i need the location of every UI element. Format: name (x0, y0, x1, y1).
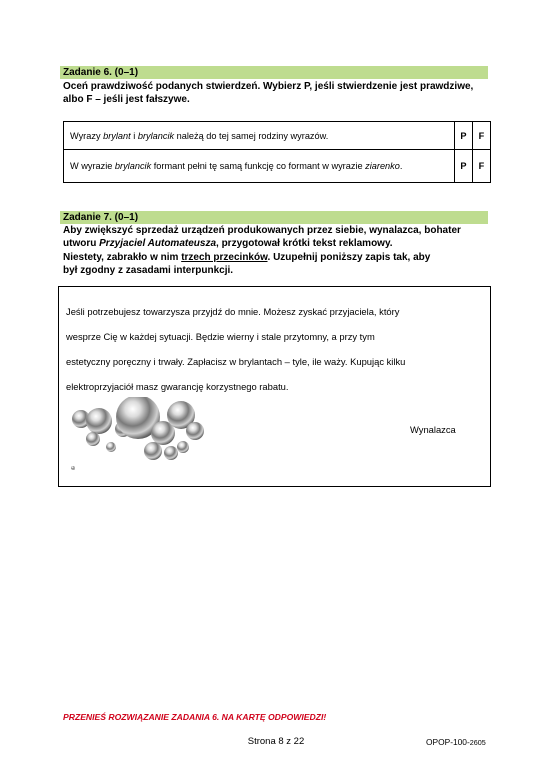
statement-2: W wyrazie brylancik formant pełni tę samą funkcję co formant w wyrazie ziarenko. (64, 150, 455, 183)
true-false-table (63, 121, 491, 183)
statement-1: Wyrazy brylant i brylancik należą do tej samej rodziny wyrazów. (64, 122, 455, 150)
task6-header: Zadanie 6. (0–1) (60, 66, 488, 79)
transfer-note: PRZENIEŚ ROZWIĄZANIE ZADANIA 6. NA KARTĘ ODPOWIEDZI! (63, 712, 327, 722)
task7-instruction: Aby zwiększyć sprzedaż urządzeń produkowanych przez siebie, wynalazca, bohater utworu Przyjaciel Automateusza, przygotował krótki tekst reklamowy. Niestety, zabrakło w nim trzech przecinków. Uzupełnij poniższy zapis tak, aby był zgodny z zasadami interpunkcji. (63, 225, 461, 277)
option-f-1[interactable]: F (472, 122, 490, 150)
ad-text-line: elektroprzyjaciół masz gwarancję korzystnego rabatu. (66, 381, 289, 392)
table-row (64, 150, 491, 183)
task7-header: Zadanie 7. (0–1) (60, 211, 488, 224)
signature: Wynalazca (410, 424, 456, 435)
option-p-2[interactable]: P (454, 150, 472, 183)
option-f-2[interactable]: F (472, 150, 490, 183)
table-row (64, 122, 491, 150)
ad-text-line: estetyczny poręczny i trwały. Zapłacisz w brylantach – tyle, ile waży. Kupując kilku (66, 356, 406, 367)
ad-text-line: wesprze Cię w każdej sytuacji. Będzie wierny i stale przytomny, a przy tym (66, 331, 375, 342)
metal-balls-image (63, 397, 223, 477)
advertisement-box (58, 286, 491, 487)
page-number: Strona 8 z 22 (247, 736, 305, 747)
exam-code: OPOP-100-2605 (426, 737, 486, 747)
ad-text-line: Jeśli potrzebujesz towarzysza przyjdź do mnie. Możesz zyskać przyjaciela, który (66, 306, 400, 317)
task6-instruction: Oceń prawdziwość podanych stwierdzeń. Wybierz P, jeśli stwierdzenie jest prawdziwe, albo F – jeśli jest fałszywe. (63, 81, 474, 106)
option-p-1[interactable]: P (454, 122, 472, 150)
